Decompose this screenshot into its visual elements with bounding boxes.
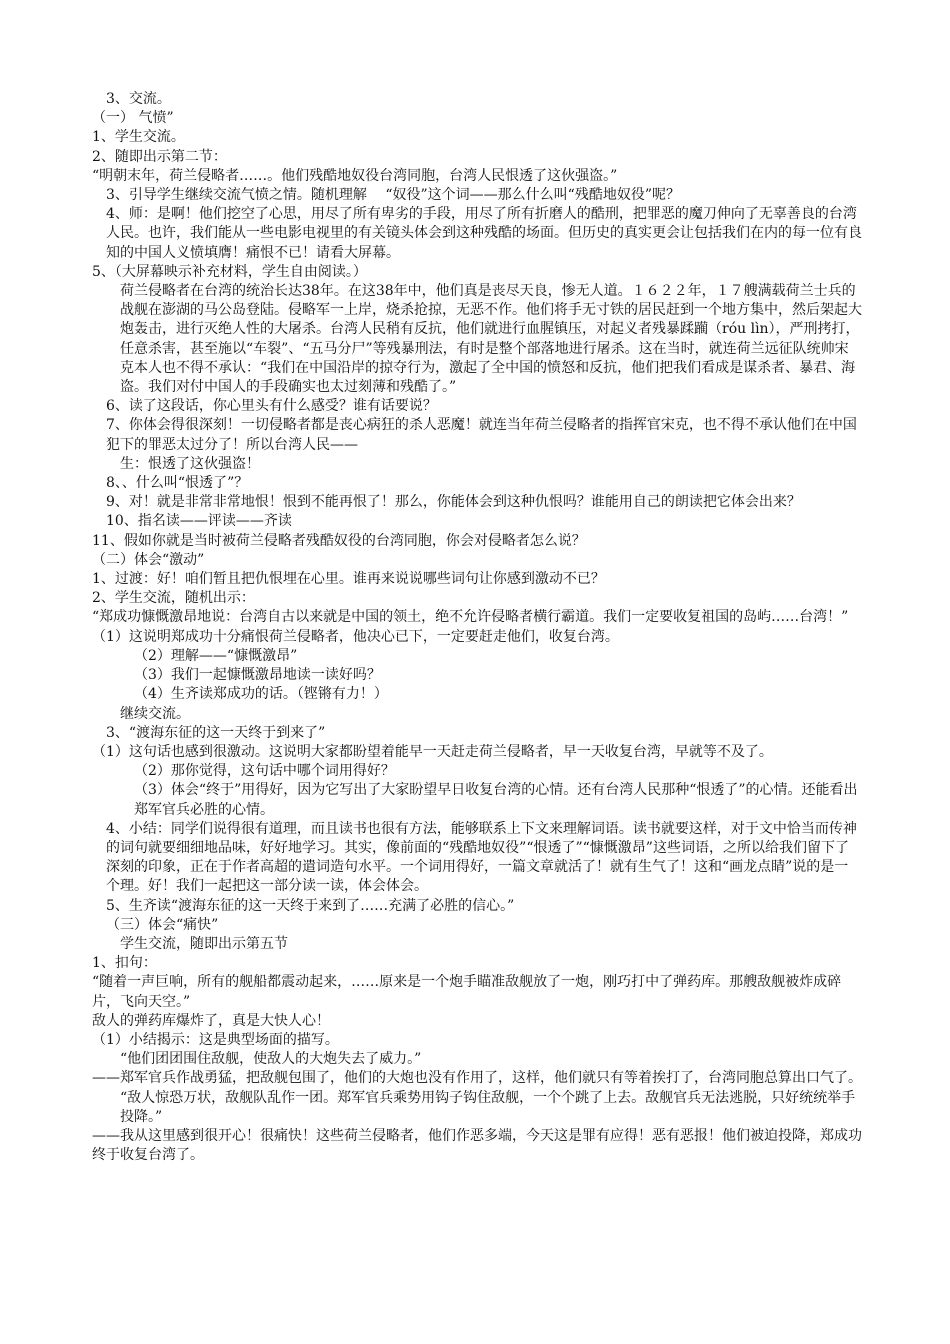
paragraph: （一） 气愤” (92, 110, 174, 127)
paragraph: （4）生齐读郑成功的话。（铿锵有力！） (134, 686, 388, 703)
paragraph: 2、随即出示第二节： (92, 148, 227, 165)
paragraph: 1、学生交流。 (92, 129, 185, 146)
paragraph: 11、假如你就是当时被荷兰侵略者残酷奴役的台湾同胞，你会对侵略者怎么说？ (92, 532, 586, 549)
paragraph: （3）我们一起慷慨激昂地读一读好吗？ (134, 667, 381, 684)
document-body (92, 90, 862, 1165)
paragraph: “随着一声巨响，所有的舰船都震动起来，……原来是一个炮手瞄准敌舰放了一炮，刚巧打中了弹药库。那艘敌舰被炸成碎片，飞向天空。” (92, 974, 842, 1010)
paragraph: （3）体会“终于”用得好，因为它写出了大家盼望早日收复台湾的心情。还有台湾人民那种“恨透了”的心情。还能看出郑军官兵必胜的心情。 (134, 782, 858, 818)
paragraph: 生：恨透了这伙强盗！ (120, 455, 260, 472)
paragraph: 7、你体会得很深刻！一切侵略者都是丧心病狂的杀人恶魔！就连当年荷兰侵略者的指挥官宋克，也不得不承认他们在中国犯下的罪恶太过分了！所以台湾人民—— (106, 417, 857, 453)
paragraph: 1、扣句： (92, 955, 157, 972)
paragraph: 10、指名读——评读——齐读 (106, 513, 292, 530)
paragraph: 4、小结：同学们说得很有道理，而且读书也很有方法，能够联系上下文来理解词语。读书就要这样，对于文中恰当而传神的词句就要细细地品味，好好地学习。其实，像前面的“残酷地奴役”“恨透了”“慷慨激昂”这些词语，之所以给我们留下了深刻的印象，正在于作者高超的遣词造句水平。一个词用得好，一篇文章就活了！就有生气了！这和“画龙点睛”说的是一个理。好！我们一起把这一部分读一读，体会体会。 (106, 820, 857, 895)
paragraph: 2、学生交流，随机出示： (92, 590, 255, 607)
paragraph: ——我从这里感到很开心！很痛快！这些荷兰侵略者，他们作恶多端，今天这是罪有应得！恶有恶报！他们被迫投降，郑成功终于收复台湾了。 (92, 1127, 862, 1164)
paragraph: （1）这说明郑成功十分痛恨荷兰侵略者，他决心已下，一定要赶走他们，收复台湾。 (92, 628, 619, 645)
paragraph: （2）那你觉得，这句话中哪个词用得好？ (134, 763, 395, 780)
paragraph: （三）体会“痛快” (106, 916, 219, 933)
paragraph: （二）体会“激动” (92, 551, 205, 568)
paragraph: 6、读了这段话，你心里头有什么感受？谁有话要说？ (106, 398, 437, 415)
paragraph: 8、、什么叫“恨透了”？ (106, 475, 249, 492)
paragraph: 3、“渡海东征的这一天终于到来了” (106, 724, 326, 741)
paragraph: 3、引导学生继续交流气愤之情。随机理解 “奴役”这个词——那么什么叫“残酷地奴役”呢？ (106, 187, 680, 204)
paragraph: （2）理解——“慷慨激昂” (134, 647, 298, 664)
paragraph: 9、对！就是非常非常地恨！恨到不能再恨了！那么，你能体会到这种仇恨吗？谁能用自己的朗读把它体会出来？ (106, 494, 801, 511)
paragraph: 1、过渡：好！咱们暂且把仇恨埋在心里。谁再来说说哪些词句让你感到激动不已？ (92, 571, 605, 588)
paragraph: （1）这句话也感到很激动。这说明大家都盼望着能早一天赶走荷兰侵略者，早一天收复台湾，早就等不及了。 (92, 743, 773, 760)
paragraph: 继续交流。 (120, 705, 190, 722)
paragraph: 5、生齐读“渡海东征的这一天终于来到了……充满了必胜的信心。” (106, 897, 515, 914)
paragraph: “他们团团围住敌舰，使敌人的大炮失去了威力。” (120, 1051, 422, 1068)
paragraph: “敌人惊恐万状，敌舰队乱作一团。郑军官兵乘势用钩子钩住敌舰，一个个跳了上去。敌舰官兵无法逃脱，只好统统举手投降。” (120, 1089, 856, 1125)
paragraph: “明朝末年，荷兰侵略者……。他们残酷地奴役台湾同胞，台湾人民恨透了这伙强盗。” (92, 167, 618, 184)
paragraph: “郑成功慷慨激昂地说：台湾自古以来就是中国的领土，绝不允许侵略者横行霸道。我们一定要收复祖国的岛屿……台湾！” (92, 609, 849, 626)
paragraph: 4、师：是啊！他们挖空了心思，用尽了所有卑劣的手段，用尽了所有折磨人的酷刑，把罪恶的魔刀伸向了无辜善良的台湾人民。也许，我们能从一些电影电视里的有关镜头体会到这种残酷的场面。但历史的真实更会让包括我们在内的每一位有良知的中国人义愤填膺！痛恨不已！请看大屏幕。 (106, 206, 862, 261)
paragraph: 3、交流。 (106, 91, 171, 107)
paragraph: 敌人的弹药库爆炸了，真是大快人心！ (92, 1012, 330, 1029)
paragraph: ——郑军官兵作战勇猛，把敌舰包围了，他们的大炮也没有作用了，这样，他们就只有等着挨打了，台湾同胞总算出口气了。 (92, 1070, 862, 1087)
paragraph: （1）小结揭示：这是典型场面的描写。 (92, 1031, 339, 1048)
paragraph: 5、（大屏幕映示补充材料，学生自由阅读。） (92, 263, 367, 280)
paragraph: 荷兰侵略者在台湾的统治长达38年。在这38年中，他们真是丧尽天良，惨无人道。１６２２年，１７艘满载荷兰士兵的战舰在澎湖的马公岛登陆。侵略军一上岸，烧杀抢掠，无恶不作。他们将手无寸铁的居民赶到一个地方集中，然后架起大炮轰击，进行灭绝人性的大屠杀。台湾人民稍有反抗，他们就进行血腥镇压，对起义者残暴蹂躏（róu lìn），严刑拷打，任意杀害，甚至施以“车裂”、“五马分尸”等残暴刑法，有时是整个部落地进行屠杀。这在当时，就连荷兰远征队统帅宋克本人也不得不承认：“我们在中国沿岸的掠夺行为，激起了全中国的愤怒和反抗，他们把我们看成是谋杀者、暴君、海盗。我们对付中国人的手段确实也太过刻薄和残酷了。” (120, 283, 862, 396)
paragraph: 学生交流，随即出示第五节 (120, 935, 288, 952)
